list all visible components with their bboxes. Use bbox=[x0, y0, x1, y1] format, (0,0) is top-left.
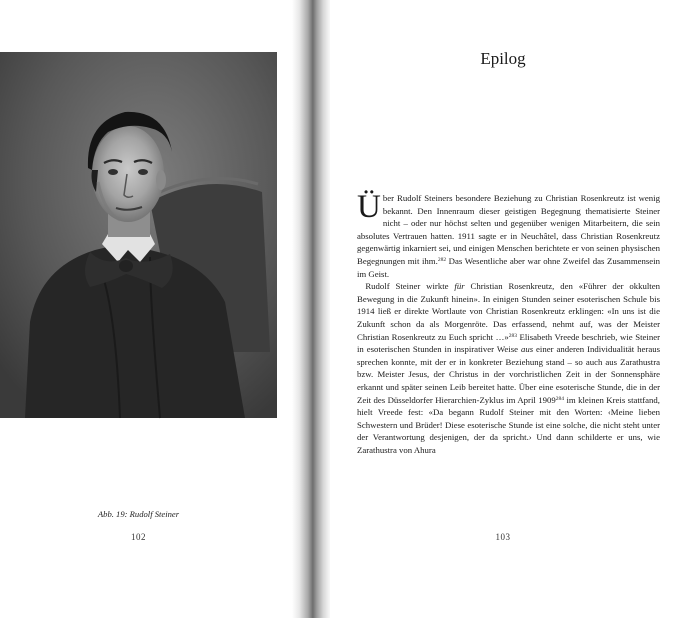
footnote-ref: 283 bbox=[508, 332, 517, 339]
page-number-right: 103 bbox=[495, 532, 511, 542]
paragraph-2-text-c: einer anderen Individualität heraus sprechen konnte, mit der er in konkreter Beziehung stand – so auch aus Zarathustra bzw. Meister Jesus, der Christus in der vorchristlichen Zeit in der Sonnensphäre erkannt und später seinen Leib bereitet hatte. Über eine esoterische Stunde, die in der Zeit des Düsseldorfer Hierarchien-Zyklus im April 1909 bbox=[357, 344, 660, 405]
right-page bbox=[330, 0, 660, 618]
paragraph-2-text-b: Elisabeth Vreede beschrieb, wie Steiner in esoterischen Stunden in inspirativer Weise bbox=[357, 331, 660, 355]
footnote-ref: 282 bbox=[437, 256, 447, 263]
body-text bbox=[357, 189, 660, 456]
drop-cap: Ü bbox=[357, 189, 381, 225]
paragraph-2-text-d: im kleinen Kreis stattfand, hielt Vreede fest: «Da begann Rudolf Steiner mit den Worten: ‹Meine lieben Schwestern und Brüder! Diese esoterische Stunde ist eine solche, die nicht steht unter der Verantwortung desjenigen, der da spricht.› Und dann schilderte er uns, wie Zarathustra von Ahura bbox=[357, 394, 660, 455]
paragraph-1 bbox=[357, 189, 660, 280]
page-number-left: 102 bbox=[131, 532, 146, 542]
paragraph-2-text-a: Christian Rosenkreutz, den «Führer der okkulten Bewegung in die Zukunft hinein». In einigen Stunden seiner esoterischen Schule bis 1914 ließ er direkte Wortlaute von Christian Rosenkreutz erklingen: «In uns ist die Zukunft schon da als Morgenröte. Das erfassend, nehmt auf, was der Meister Christian Rosenkreutz zu Euch spricht …» bbox=[357, 281, 660, 342]
chapter-title: Epilog bbox=[480, 49, 526, 68]
paragraph-2-lead: Rudolf Steiner wirkte bbox=[365, 281, 455, 292]
figure-caption: Abb. 19: Rudolf Steiner bbox=[97, 509, 180, 519]
paragraph-2-italic-aus: aus bbox=[520, 344, 534, 355]
paragraph-2-italic: für bbox=[454, 281, 465, 292]
paragraph-1-text-end: Das Wesentliche aber war ohne Zweifel das Zusammensein im Geist. bbox=[357, 255, 660, 279]
book-gutter bbox=[292, 0, 332, 618]
paragraph-2 bbox=[357, 280, 660, 456]
footnote-ref: 284 bbox=[555, 395, 565, 402]
paragraph-1-text: ber Rudolf Steiners besondere Beziehung zu Christian Rosenkreutz ist wenig bekannt. Den Innenraum dieser geistigen Begegnung thematisierte Steiner nicht – oder nur höchst selten und gegenüber wenigen Mitarbeitern, die sein absolutes Vertrauen hatten. 1911 sagte er in Neuchâtel, dass Christian Rosenkreutz gegenwärtig inkarniert sei, und einigen Menschen berichtete er von seinen physischen Begegnungen mit ihm. bbox=[357, 193, 660, 266]
left-page bbox=[0, 0, 297, 618]
portrait-photo bbox=[0, 52, 277, 418]
